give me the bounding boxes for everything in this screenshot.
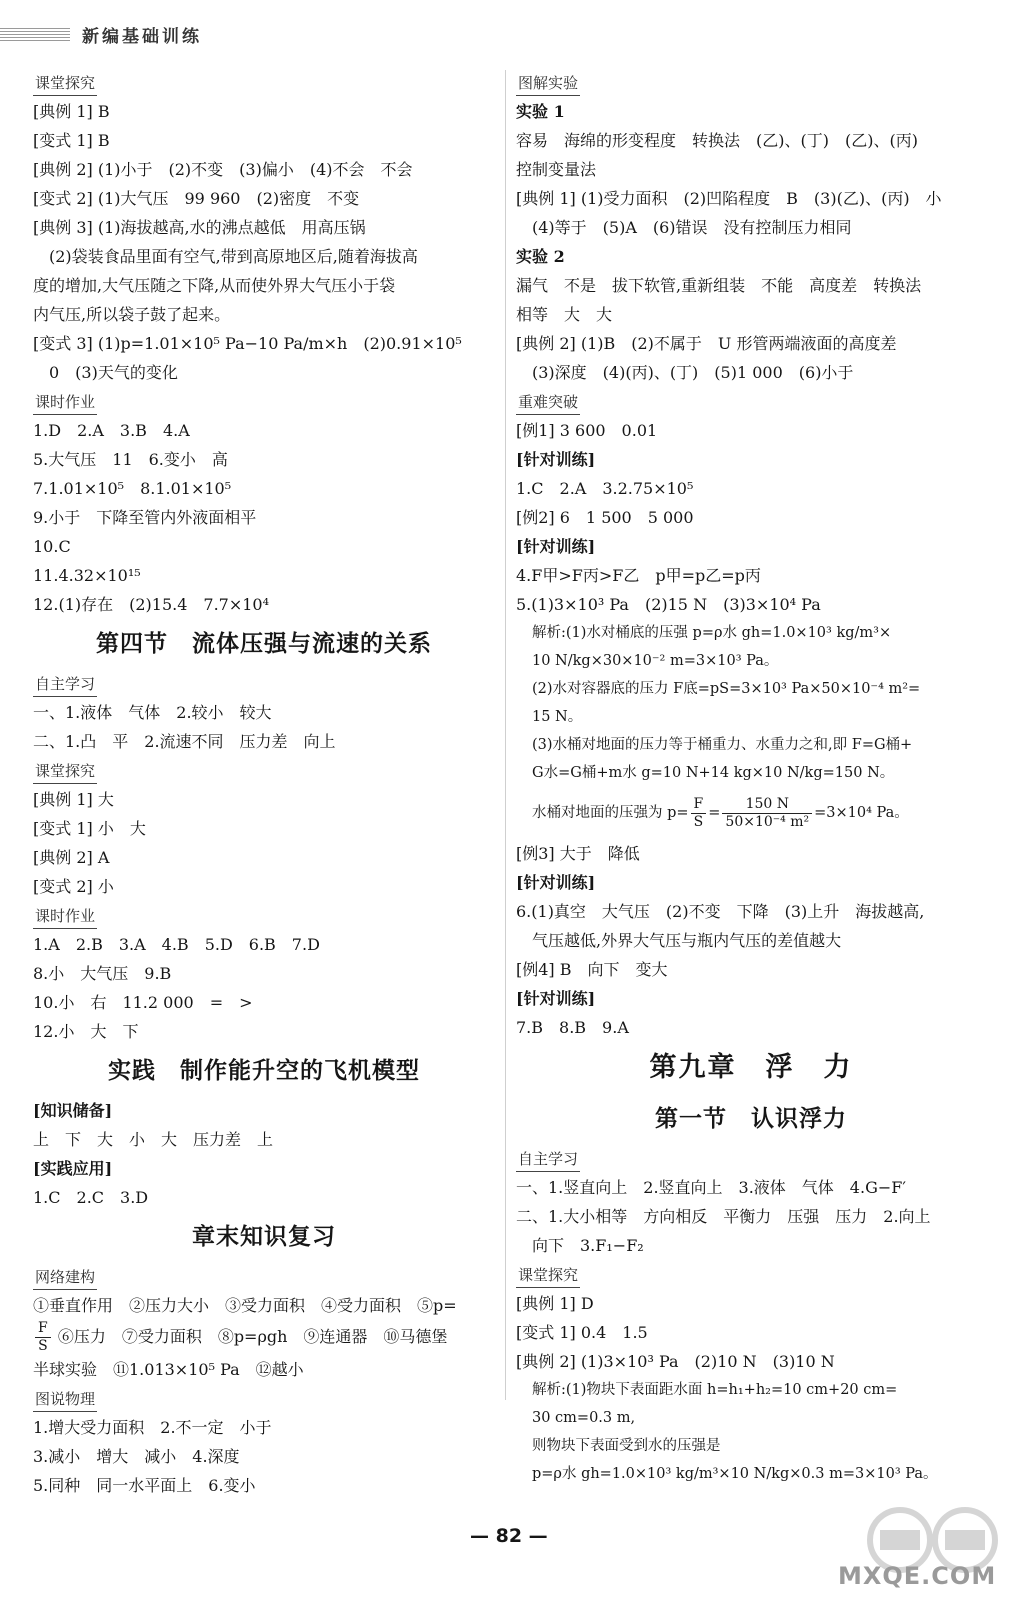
bracket-label: [实践应用] — [33, 1159, 113, 1178]
answer-line: [典例 1] D — [516, 1294, 594, 1313]
answer-line: 9.小于 下降至管内外液面相平 — [33, 508, 257, 527]
answer-line: 内气压,所以袋子鼓了起来。 — [33, 305, 231, 324]
experiment-title: 实验 2 — [516, 247, 565, 266]
answer-line: 11.4.32×10¹⁵ — [33, 566, 141, 585]
bracket-label: [针对训练] — [516, 989, 596, 1008]
explanation-line: G水=G桶+m水 g=10 N+14 kg×10 N/kg=150 N。 — [532, 765, 895, 781]
section-title: 第一节 认识浮力 — [655, 1105, 847, 1132]
label-classroom: 课堂探究 — [516, 1263, 580, 1288]
answer-line: 漏气 不是 拔下软管,重新组装 不能 高度差 转换法 — [516, 276, 922, 295]
label-classroom: 课堂探究 — [33, 71, 97, 96]
experiment-title: 实验 1 — [516, 102, 565, 121]
bracket-label: [针对训练] — [516, 873, 596, 892]
answer-line: 一、1.竖直向上 2.竖直向上 3.液体 气体 4.G−F′ — [516, 1178, 906, 1197]
bracket-label: [针对训练] — [516, 450, 596, 469]
section-title: 实践 制作能升空的飞机模型 — [108, 1057, 420, 1084]
answer-line: ①垂直作用 ②压力大小 ③受力面积 ④受力面积 ⑤p= — [33, 1296, 457, 1315]
answer-line: 1.D 2.A 3.B 4.A — [33, 421, 190, 440]
answer-line: [变式 2] 小 — [33, 877, 114, 896]
answer-line: [变式 1] 小 大 — [33, 819, 146, 838]
explanation-line: p=ρ水 gh=1.0×10³ kg/m³×10 N/kg×0.3 m=3×10³ Pa。 — [532, 1466, 938, 1482]
answer-line: (4)等于 (5)A (6)错误 没有控制压力相同 — [532, 218, 852, 237]
explanation-text: =3×10⁴ Pa。 — [814, 805, 909, 821]
label-network: 网络建构 — [33, 1265, 97, 1290]
watermark-text: MXQE.COM — [838, 1562, 997, 1590]
bracket-label: [针对训练] — [516, 537, 596, 556]
answer-line: (3)深度 (4)(丙)、(丁) (5)1 000 (6)小于 — [532, 363, 854, 382]
answer-line: 5.同种 同一水平面上 6.变小 — [33, 1476, 256, 1495]
answer-line: 度的增加,大气压随之下降,从而使外界大气压小于袋 — [33, 276, 396, 295]
label-self-study: 自主学习 — [516, 1147, 580, 1172]
answer-line: 二、1.凸 平 2.流速不同 压力差 向上 — [33, 732, 336, 751]
label-experiment: 图解实验 — [516, 71, 580, 96]
label-homework: 课时作业 — [33, 390, 97, 415]
answer-line: [典例 2] (1)3×10³ Pa (2)10 N (3)10 N — [516, 1352, 835, 1371]
explanation-line: 30 cm=0.3 m, — [532, 1410, 636, 1426]
explanation-line: 解析:(1)水对桶底的压强 p=ρ水 gh=1.0×10³ kg/m³× — [532, 625, 892, 641]
explanation-line: (3)水桶对地面的压力等于桶重力、水重力之和,即 F=G桶+ — [532, 737, 913, 753]
fraction-denominator: S — [693, 813, 704, 830]
left-column — [33, 68, 495, 1500]
answer-line: 0 (3)天气的变化 — [49, 363, 178, 382]
answer-line: 12.小 大 下 — [33, 1022, 139, 1041]
fraction — [35, 1320, 51, 1355]
answer-line: [变式 3] (1)p=1.01×10⁵ Pa−10 Pa/m×h (2)0.91×10⁵ — [33, 334, 462, 353]
answer-line: 8.小 大气压 9.B — [33, 964, 172, 983]
answer-line — [33, 1320, 495, 1355]
explanation-line: 解析:(1)物块下表面距水面 h=h₁+h₂=10 cm+20 cm= — [532, 1382, 898, 1398]
answer-line: 控制变量法 — [516, 160, 597, 179]
fraction-numerator: 150 N — [722, 796, 812, 814]
answer-line: 1.A 2.B 3.A 4.B 5.D 6.B 7.D — [33, 935, 320, 954]
answer-line: 6.(1)真空 大气压 (2)不变 下降 (3)上升 海拔越高, — [516, 902, 925, 921]
answer-line: [例2] 6 1 500 5 000 — [516, 508, 694, 527]
answer-line: 一、1.液体 气体 2.较小 较大 — [33, 703, 272, 722]
page-header — [0, 14, 1031, 54]
answer-line: 容易 海绵的形变程度 转换法 (乙)、(丁) (乙)、(丙) — [516, 131, 918, 150]
explanation-text: 水桶对地面的压强为 p= — [532, 805, 689, 821]
answer-line: [典例 2] A — [33, 848, 110, 867]
answer-line: [例3] 大于 降低 — [516, 844, 640, 863]
fraction — [691, 796, 707, 831]
answer-line: [典例 1] 大 — [33, 790, 114, 809]
chapter-title: 第九章 浮 力 — [649, 1052, 853, 1083]
answer-line: [变式 2] (1)大气压 99 960 (2)密度 不变 — [33, 189, 360, 208]
answer-text: ⑥压力 ⑦受力面积 ⑧p=ρgh ⑨连通器 ⑩马德堡 — [57, 1327, 448, 1346]
answer-line: 气压越低,外界大气压与瓶内气压的差值越大 — [532, 931, 842, 950]
fraction-numerator: F — [691, 796, 707, 814]
right-column — [516, 68, 986, 1488]
answer-line: [变式 1] B — [33, 131, 110, 150]
label-classroom: 课堂探究 — [33, 759, 97, 784]
page-number: — 82 — — [470, 1525, 548, 1547]
answer-line: 5.(1)3×10³ Pa (2)15 N (3)3×10⁴ Pa — [516, 595, 821, 614]
explanation-line — [516, 787, 986, 839]
answer-line: [典例 2] (1)B (2)不属于 U 形管两端液面的高度差 — [516, 334, 897, 353]
answer-line: [典例 2] (1)小于 (2)不变 (3)偏小 (4)不会 不会 — [33, 160, 413, 179]
answer-line: 向下 3.F₁−F₂ — [532, 1236, 644, 1255]
answer-line: 相等 大 大 — [516, 305, 613, 324]
section-title: 章末知识复习 — [192, 1223, 336, 1250]
bracket-label: [知识储备] — [33, 1101, 113, 1120]
answer-line: 半球实验 ⑪1.013×10⁵ Pa ⑫越小 — [33, 1360, 304, 1379]
fraction-denominator: 50×10⁻⁴ m² — [725, 813, 810, 830]
answer-line: 3.减小 增大 减小 4.深度 — [33, 1447, 240, 1466]
section-title: 第四节 流体压强与流速的关系 — [96, 630, 432, 657]
answer-line: [变式 1] 0.4 1.5 — [516, 1323, 648, 1342]
answer-line: 7.B 8.B 9.A — [516, 1018, 629, 1037]
answer-line: 二、1.大小相等 方向相反 平衡力 压强 压力 2.向上 — [516, 1207, 931, 1226]
answer-line: 5.大气压 11 6.变小 高 — [33, 450, 228, 469]
explanation-line: 15 N。 — [532, 709, 583, 725]
fraction — [722, 796, 812, 831]
explanation-text: = — [708, 805, 721, 821]
answer-line: [典例 1] B — [33, 102, 110, 121]
answer-line: [例4] B 向下 变大 — [516, 960, 668, 979]
answer-line: 7.1.01×10⁵ 8.1.01×10⁵ — [33, 479, 232, 498]
answer-line: [例1] 3 600 0.01 — [516, 421, 658, 440]
answer-line: (2)袋装食品里面有空气,带到高原地区后,随着海拔高 — [49, 247, 418, 266]
answer-line: 上 下 大 小 大 压力差 上 — [33, 1130, 274, 1149]
fraction-numerator: F — [35, 1320, 51, 1338]
header-title: 新编基础训练 — [82, 27, 202, 47]
answer-line: 10.小 右 11.2 000 = > — [33, 993, 253, 1012]
answer-line: 1.C 2.A 3.2.75×10⁵ — [516, 479, 694, 498]
answer-line: 1.C 2.C 3.D — [33, 1188, 149, 1207]
answer-line: [典例 3] (1)海拔越高,水的沸点越低 用高压锅 — [33, 218, 366, 237]
answer-line: 12.(1)存在 (2)15.4 7.7×10⁴ — [33, 595, 270, 614]
header-rule-lines — [0, 28, 70, 42]
label-illustrated: 图说物理 — [33, 1387, 97, 1412]
column-divider — [505, 70, 506, 1400]
label-self-study: 自主学习 — [33, 672, 97, 697]
fraction-denominator: S — [38, 1338, 48, 1354]
explanation-line: 则物块下表面受到水的压强是 — [532, 1438, 721, 1454]
answer-line: 10.C — [33, 537, 71, 556]
answer-line: [典例 1] (1)受力面积 (2)凹陷程度 B (3)(乙)、(丙) 小 — [516, 189, 942, 208]
label-key-points: 重难突破 — [516, 390, 580, 415]
answer-line: 1.增大受力面积 2.不一定 小于 — [33, 1418, 272, 1437]
answer-line: 4.F甲>F丙>F乙 p甲=p乙=p丙 — [516, 566, 761, 585]
label-homework: 课时作业 — [33, 904, 97, 929]
explanation-line: (2)水对容器底的压力 F底=pS=3×10³ Pa×50×10⁻⁴ m²= — [532, 681, 921, 697]
explanation-line: 10 N/kg×30×10⁻² m=3×10³ Pa。 — [532, 653, 779, 669]
